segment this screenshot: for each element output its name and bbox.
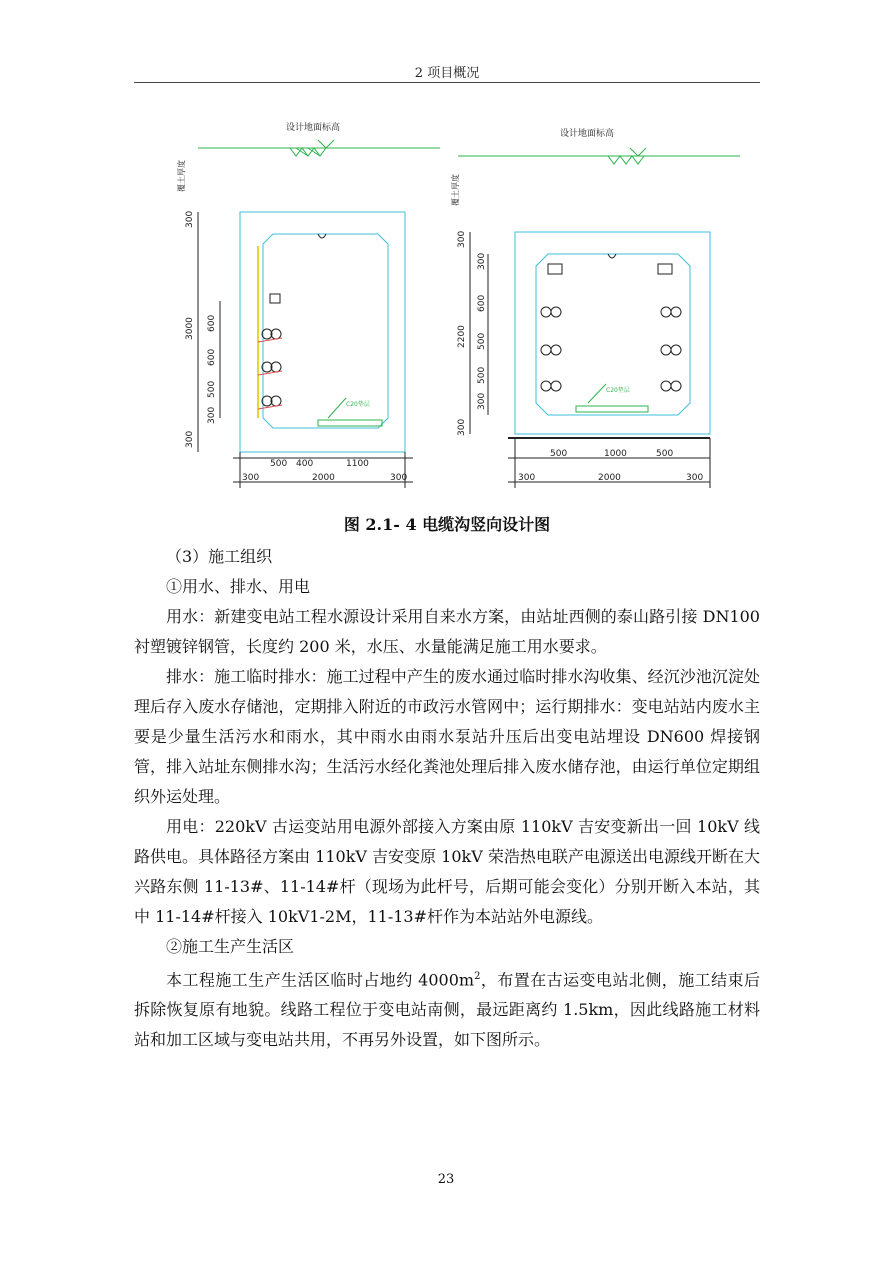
left-dim-v2: 600 <box>207 314 217 332</box>
right-dim-v1: 300 <box>477 252 487 270</box>
paragraph-site <box>134 962 760 1055</box>
left-ground-hatch <box>290 148 326 156</box>
paragraph-site-superscript: 2 <box>474 971 481 982</box>
left-dim-v6: 300 <box>185 430 195 448</box>
left-top-label: 设计地面标高 <box>286 123 341 133</box>
body-text <box>134 542 760 1055</box>
right-dim-o2: 300 <box>686 473 704 483</box>
left-dim-h0: 500 <box>270 459 288 469</box>
right-dim-v5: 500 <box>477 366 487 384</box>
paragraph-power: 用电：220kV 古运变站用电源外部接入方案由原 110kV 吉安变新出一回 10kV 线路供电。具体路径方案由 110kV 吉安变原 10kV 荣浩热电联产电源送出电源线开断在大兴路东侧 11-13#、11-14#杆（现场为此杆号，后期可能会变化）分别开断入本站，其中 11-14#杆接入 10kV1-2M，11-13#杆作为本站站外电源线。 <box>134 817 760 926</box>
right-dim-v3: 600 <box>477 294 487 312</box>
header-rule <box>134 82 760 83</box>
right-dim-o0: 300 <box>518 473 536 483</box>
left-trench-outer <box>240 212 405 452</box>
paragraph-site-a: 本工程施工生产生活区临时占地约 4000m <box>166 970 475 990</box>
left-lamp <box>318 234 326 238</box>
left-section <box>198 140 440 488</box>
right-dim-h0: 500 <box>550 449 568 459</box>
left-side-label: 覆土厚度 <box>177 160 186 192</box>
left-dim-v4: 500 <box>207 380 217 398</box>
left-level-marker <box>318 140 334 148</box>
right-ground-hatch <box>608 156 644 164</box>
left-dim-o1: 2000 <box>312 473 335 483</box>
left-junction-box <box>270 294 280 303</box>
right-dim-o1: 2000 <box>598 473 621 483</box>
left-cushion <box>318 420 382 426</box>
item-heading-water-power: ①用水、排水、用电 <box>166 577 311 596</box>
left-trench-inner <box>263 234 388 428</box>
item-heading-site: ②施工生产生活区 <box>166 937 295 956</box>
right-dim-h1: 1000 <box>604 449 627 459</box>
paragraph-water: 用水：新建变电站工程水源设计采用自来水方案，由站址西侧的泰山路引接 DN100 衬塑镀锌钢管，长度约 200 米，水压、水量能满足施工用水要求。 <box>134 607 760 656</box>
right-dim-v7: 300 <box>457 418 467 436</box>
paragraph-site-b: ，布置在古运变电站北侧，施工结束后拆除恢复原有地貌。线路工程位于变电站南侧，最远距离约 1.5km，因此线路施工材料站和加工区域与变电站共用，不再另外设置，如下图所示。 <box>134 970 760 1050</box>
right-top-label: 设计地面标高 <box>560 129 615 139</box>
right-dim-h2: 500 <box>656 449 674 459</box>
right-dim-v4: 500 <box>477 332 487 350</box>
left-dim-o0: 300 <box>242 473 260 483</box>
cable-trench-figure <box>178 118 718 498</box>
cable-trench-drawing <box>178 118 718 498</box>
left-dim-h1: 400 <box>296 459 314 469</box>
paragraph-drainage: 排水：施工临时排水：施工过程中产生的废水通过临时排水沟收集、经沉沙池沉淀处理后存入废水存储池，定期排入附近的市政污水管网中；运行期排水：变电站站内废水主要是少量生活污水和雨水，其中雨水由雨水泵站升压后出变电站埋设 DN600 焊接钢管，排入站址东侧排水沟；生活污水经化粪池处理后排入废水储存池，由运行单位定期组织外运处理。 <box>134 667 760 806</box>
left-dim-h2: 1100 <box>346 459 369 469</box>
right-dim-v6: 300 <box>477 392 487 410</box>
right-dim-v0: 300 <box>457 230 467 248</box>
right-dim-v2: 2200 <box>457 325 467 348</box>
right-note: C20垫层 <box>606 387 630 394</box>
right-level-marker <box>630 148 646 156</box>
section-heading: （3）施工组织 <box>166 547 273 566</box>
page-number: 23 <box>437 1172 455 1187</box>
left-dim-v3: 600 <box>207 348 217 366</box>
left-dim-v0: 300 <box>185 210 195 228</box>
right-trench-outer <box>515 232 710 434</box>
left-dim-v5: 300 <box>207 406 217 424</box>
left-dim-v1: 3000 <box>185 317 195 340</box>
left-note: C20垫层 <box>346 401 370 408</box>
left-dim-o2: 300 <box>390 473 408 483</box>
right-section <box>458 148 740 488</box>
right-side-label: 覆土厚度 <box>451 174 460 206</box>
figure-caption: 图 2.1- 4 电缆沟竖向设计图 <box>343 515 551 534</box>
running-header: 2 项目概况 <box>414 66 480 81</box>
